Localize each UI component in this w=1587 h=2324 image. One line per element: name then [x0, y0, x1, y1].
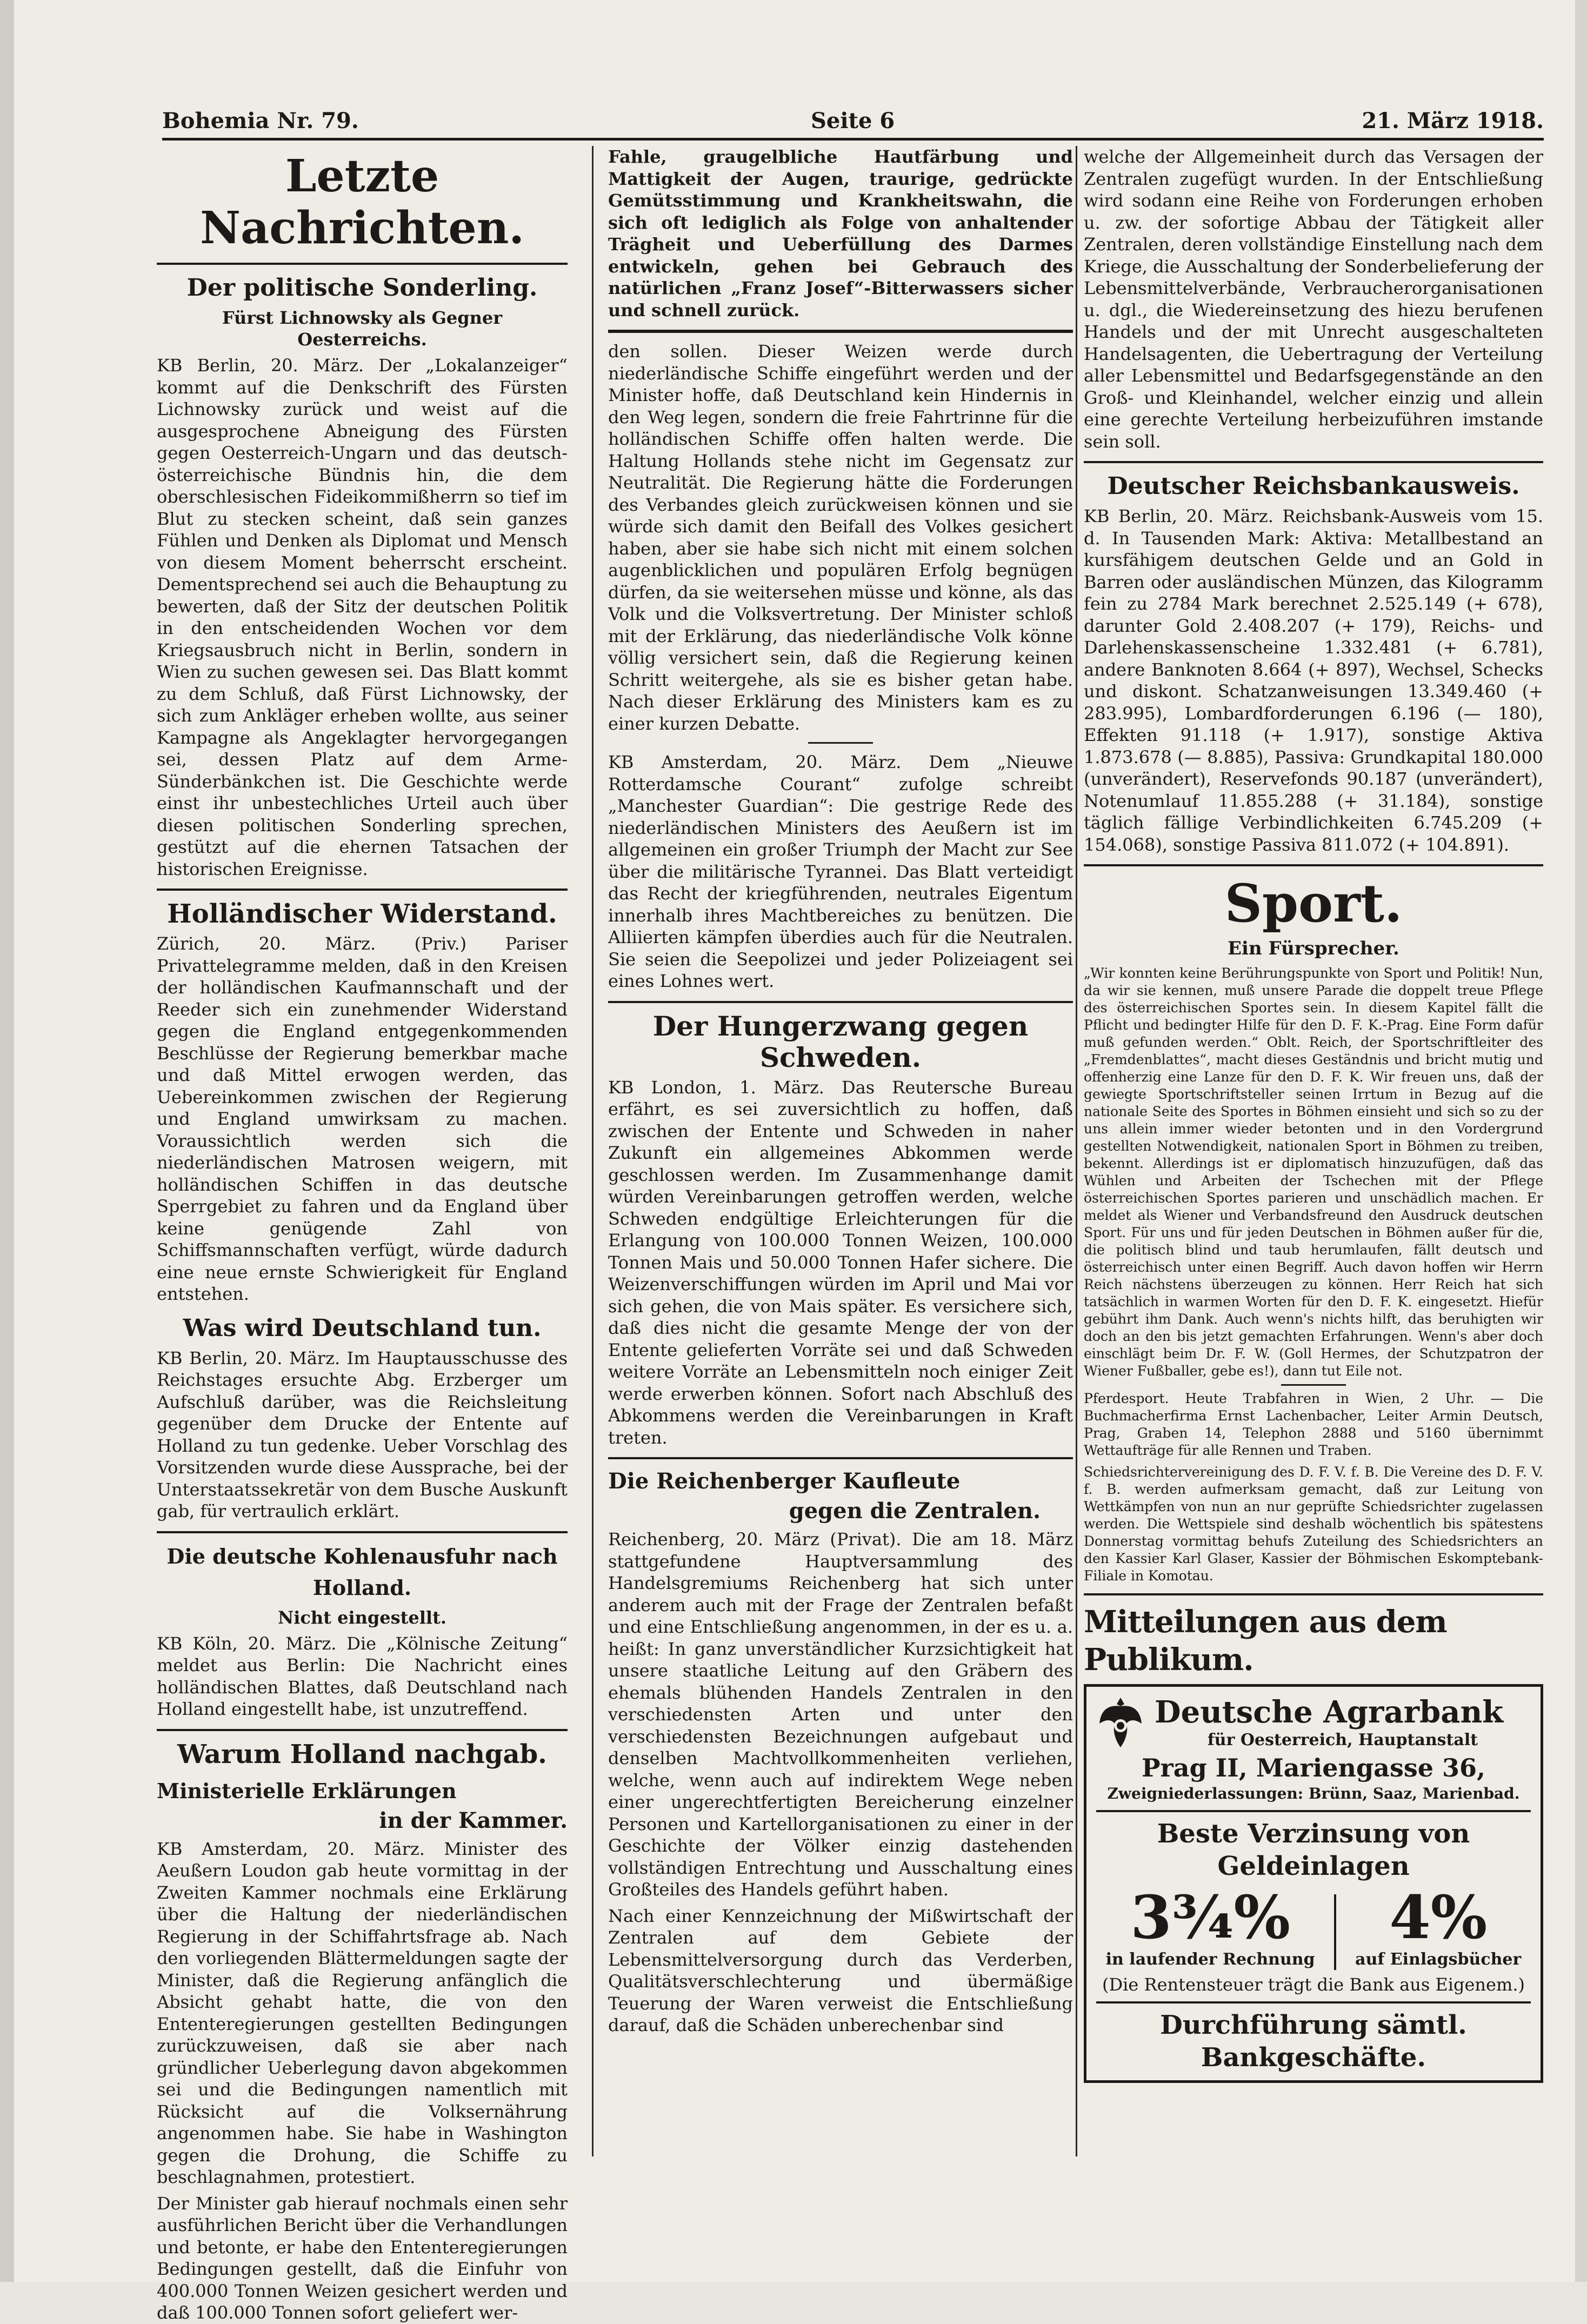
article-body: KB Amsterdam, 20. März. Dem „Nieuwe Rotterdamsche Courant“ zufolge schreibt „Manchester Guardian“: Die gestrige Rede des niederländischen Ministers des Aeußern ist im allgemeinen ein großer Triumph der Macht zur See über die militärische Tyrannei. Das Blatt verteidigt das Recht der kriegführenden, neutrales Eigentum innerhalb ihres Machtbereiches zu benützen. Die Alliierten kämpfen überdies auch für die Neutralen. Sie seien die Seepolizei und jeder Polizeiagent sei eines Lohnes wert.	[608, 752, 1073, 991]
header-date: 21. März 1918.	[1362, 108, 1544, 133]
article-subtitle: Fürst Lichnowsky als Gegner Oesterreichs.	[222, 308, 503, 350]
article-title-germany: Was wird Deutschland tun.	[183, 1314, 542, 1342]
divider	[1084, 864, 1543, 866]
ad-vertical-divider	[1334, 1894, 1336, 1970]
divider	[157, 1729, 568, 1731]
article-subtitle: Ein Fürsprecher.	[1228, 938, 1399, 959]
notice-referees: Schiedsrichtervereinigung des D. F. V. f. B. Die Vereine des D. F. V. f. B. werden aufmerksam gemacht, daß zur Leitung von Wettkämpfen von nun an nur geprüfte Schiedsrichter zugelassen werden. Die Wettspiele sind deshalb wöchentlich bis spätestens Donnerstag vormittag behufs Zuteilung des Schiedsrichters an den Kassier Karl Glaser, Kassier der Böhmischen Eskomptebank-Filiale in Komotau.	[1084, 1464, 1543, 1584]
article-title-reichsbank: Deutscher Reichsbankausweis.	[1107, 472, 1520, 500]
divider	[608, 1457, 1073, 1459]
header-issue: Bohemia Nr. 79.	[162, 108, 359, 133]
rate-savings-books	[1355, 1882, 1522, 1970]
article-body: KB London, 1. März. Das Reutersche Bureau erfährt, es sei zuversichtlich zu hoffen, daß zwischen der Entente und Schweden in naher Zukunft ein allgemeines Abkommen werde geschlossen werden. Im Zusammenhange damit würden Vereinbarungen getroffen werden, welche Schweden endgültige Erleichterungen für die Erlangung von 100.000 Tonnen Weizen, 100.000 Tonnen Mais und 50.000 Tonnen Hafer sichere. Die Weizenverschiffungen würden im April und Mai vor sich gehen, die von Mais später. Es versichere sich, daß dies nicht die gesamte Menge der von der Entente gelieferten Vorräte sei und daß Schweden weitere Vorräte an Lebensmitteln noch einiger Zeit werde erwerben können. Sofort nach Abschluß des Abkommens werden die Vereinbarungen in Kraft treten.	[608, 1077, 1073, 1448]
divider	[157, 889, 568, 891]
advertisement-franz-josef: Fahle, graugelbliche Hautfärbung und Mattigkeit der Augen, traurige, gedrückte Gemütsstimmung und Krankheitswahn, die sich oft lediglich als Folge von anhaltender Trägheit und Ueberfüllung des Darmes entwickeln, gehen bei Gebrauch des natürlichen „Franz Josef“-Bitterwassers sicher und schnell zurück.	[608, 146, 1073, 320]
header-page-number: Seite 6	[811, 108, 895, 133]
article-title-sweden: Der Hungerzwang gegen Schweden.	[652, 1010, 1029, 1073]
article-subtitle: in der Kammer.	[379, 1807, 568, 1833]
column-rule-2	[1076, 146, 1077, 2156]
bank-address: Prag II, Mariengasse 36,	[1141, 1753, 1486, 1782]
bank-interest-heading: Beste Verzinsung von Geldeinlagen	[1157, 1819, 1470, 1881]
article-body: KB Köln, 20. März. Die „Kölnische Zeitung“ meldet aus Berlin: Die Nachricht eines holländischen Blattes, daß Deutschland nach Holland eingestellt habe, ist unzutreffend.	[157, 1633, 568, 1719]
divider	[157, 1531, 568, 1533]
bank-services: Durchführung sämtl. Bankgeschäfte.	[1160, 2010, 1467, 2073]
header-rule	[162, 138, 1544, 141]
bank-advertisement	[1084, 1684, 1543, 2083]
article-body: den sollen. Dieser Weizen werde durch niederländische Schiffe eingeführt werden und der Minister hoffe, daß Deutschland kein Hindernis in den Weg legen, sondern die freie Fahrtrinne für die holländischen Schiffe offen halten werde. Die Haltung Hollands stehe nicht im Gegensatz zur Neutralität. Die Regierung hätte die Forderungen des Verbandes gleich zurückweisen können und sie würde sich damit den Beifall des Volkes gesichert haben, aber sie habe sich nicht mit einem solchen augenblicklichen und populären Erfolg begnügen dürfen, da sie weitersehen müsse und könne, als das Volk und die Volksvertretung. Der Minister schloß mit der Erklärung, das niederländische Volk könne völlig versichert sein, daß die Regierung keinen Schritt weitergehe, als sie es bisher getan habe. Nach dieser Erklärung des Ministers kam es zu einer kurzen Debatte.	[608, 341, 1073, 734]
column-2	[608, 146, 1073, 2156]
bank-branches: Zweigniederlassungen: Brünn, Saaz, Marienbad.	[1107, 1785, 1520, 1802]
article-body: „Wir konnten keine Berührungspunkte von Sport und Politik! Nun, da wir sie kennen, muß unsere Parade die doppelt treue Pflege des österreichischen Sportes sein. In diesem Kapitel fällt die Pflicht und bedingter Hilfe für den D. F. K.-Prag. Eine Form dafür muß gefunden werden.“ Oblt. Reich, der Sportschriftleiter des „Fremdenblattes“, macht dieses Geständnis und bricht mutig und offenherzig eine Lanze für den D. F. K. Wir freuen uns, daß der gewiegte Sportschriftsteller seinen Irrtum in Bezug auf die nationale Seite des Sportes in Böhmen einsieht und sich so zu der uns allein immer wieder betonten und in den Vordergrund gestellten Notwendigkeit, nationalen Sport in Böhmen zu treiben, bekennt. Allerdings ist er diplomatisch hinzuzufügen, daß das Wühlen und Arbeiten der Tschechen mit der Pflege österreichischen Sportes parieren und unschädlich machen. Er meldet als Wiener und Verbandsfreund den Ausdruck deutschen Sport. Für uns und für jeden Deutschen in Böhmen außer für die, die politisch blind und taub herumlaufen, fällt deutsch und österreichisch unter einen Begriff. Auch davon hoffen wir Herrn Reich nächstens überzeugen zu können. Herr Reich hat sich tatsächlich in warmen Worten für den D. F. K. eingesetzt. Hiefür gebührt ihm Dank. Auch wenn's nichts hilft, das beruhigten wir doch an den bis jetzt gemachten Erfahrungen. Wenn's aber doch einschlägt beim Dr. F. W. (Goll Hermes, der Schutzpatron der Wiener Fußballer, gebe es!), dann tut Eile not.	[1084, 965, 1543, 1379]
section-title-public-notices: Mitteilungen aus dem Publikum.	[1084, 1604, 1447, 1678]
short-divider	[808, 742, 873, 744]
rate-note: auf Einlagsbücher	[1355, 1950, 1522, 1969]
bank-subline: für Oesterreich, Hauptanstalt	[1207, 1731, 1478, 1749]
article-body: KB Berlin, 20. März. Im Hauptausschusse des Reichstages ersuchte Abg. Erzberger um Aufschluß darüber, was die Reichsleitung gegenüber dem Drucke der Entente auf Holland zu tun gedenke. Ueber Vorschlag des Vorsitzenden wurde diese Aussprache, bei der Unterstaatssekretär von dem Busche Auskunft gab, für vertraulich erklärt.	[157, 1347, 568, 1521]
rate-note: in laufender Rechnung	[1105, 1950, 1315, 1969]
divider	[608, 330, 1073, 333]
article-title-coal-export: Die deutsche Kohlenausfuhr nach Holland.	[166, 1544, 558, 1600]
divider	[1084, 461, 1543, 463]
article-body: Der Minister gab hierauf nochmals einen sehr ausführlichen Bericht über die Verhandlungen und betonte, er habe den Ententeregierungen Bedingungen gestellt, daß die Einfuhr von 400.000 Tonnen Weizen gesichert werden und daß 100.000 Tonnen sofort geliefert wer-	[157, 2193, 568, 2323]
rate-value: 4%	[1389, 1882, 1488, 1952]
divider	[1084, 1593, 1543, 1595]
rate-value: 3¾%	[1130, 1882, 1290, 1952]
short-divider	[1281, 1384, 1346, 1386]
article-body: KB Amsterdam, 20. März. Minister des Aeußern Loudon gab heute vormittag in der Zweiten Kammer nochmals eine Erklärung über die Haltung der niederländischen Regierung in der Schiffahrtsfrage ab. Nach den vorliegenden Blättermeldungen sagte der Minister, daß die Regierung anfänglich die Absicht gehabt hatte, die von den Ententeregierungen gestellten Bedingungen zurückzuweisen, daß sie aber nach gründlicher Ueberlegung davon abgekommen sei und die Bedingungen namentlich mit Rücksicht auf die Volksernährung angenommen habe. Sie habe in Washington gegen die Drohung, die Schiffe zu beschlagnahmen, protestiert.	[157, 1838, 568, 2187]
article-body: Reichenberg, 20. März (Privat). Die am 18. März stattgefundene Hauptversammlung des Handelsgremiums Reichenberg hat sich unter anderem auch mit der Frage der Zentralen befaßt und eine Entschließung angenommen, in der es u. a. heißt: In ganz unverständlicher Kurzsichtigkeit hat unsere staatliche Leitung auf den Gräbern des ehemals blühenden Handels Zentralen in den verschiedensten Arten und unter den verschiedensten Bezeichnungen aufgebaut und denselben Machtvollkommenheiten verliehen, welche, wenn auch auf indirektem Wege neben einer ungerechtfertigten Bereicherung einzelner Personen und Kartellorganisationen zu einer in der Geschichte der Völker einzig dastehenden vollständigen Entrechtung und Ausschaltung eines Großteiles des Handels geführt haben.	[608, 1529, 1073, 1900]
section-title-sport: Sport.	[1224, 873, 1403, 934]
interest-rates	[1096, 1882, 1531, 1970]
article-title-political-loner: Der politische Sonderling.	[186, 274, 538, 302]
article-body: welche der Allgemeinheit durch das Versagen der Zentralen zugefügt wurden. In der Entschließung wird sodann eine Reihe von Forderungen erhoben u. zw. der sofortige Abbau der Tätigkeit aller Zentralen, deren vollständige Einstellung nach dem Kriege, die Ausschaltung der Sonderbelieferung der Lebensmittelverbände, Verbraucherorganisationen u. dgl., die Wiedereinsetzung des hiezu berufenen Handels und der mit Unrecht ausgeschalteten Handelsagenten, die Uebertragung der Verteilung aller Lebensmittel und Bedarfsgegenstände an den Groß- und Kleinhandel, welcher einzig und allein eine gerechte Verteilung herbeizuführen imstande sein soll.	[1084, 146, 1544, 452]
rate-current-account	[1105, 1882, 1315, 1970]
scan-edge-right	[1575, 0, 1587, 2282]
divider	[608, 1001, 1073, 1003]
article-body: Nach einer Kennzeichnung der Mißwirtschaft der Zentralen auf dem Gebiete der Lebensmittelversorgung durch das Verderben, Qualitätsverschlechterung und übermäßige Teuerung der Waren verweist die Entschließung darauf, daß die Schäden unberechenbar sind	[608, 1905, 1073, 2035]
page-header	[162, 108, 1544, 141]
column-3	[1084, 146, 1543, 2156]
article-body: Zürich, 20. März. (Priv.) Pariser Privattelegramme melden, daß in den Kreisen der holländischen Kaufmannschaft und der Reeder sich ein zunehmender Widerstand gegen die England entgegenkommenden Beschlüsse der Regierung bemerkbar mache und daß Mittel erwogen werden, das Uebereinkommen zwischen der Regierung und England umwirksam zu machen. Voraussichtlich werden sich die niederländischen Matrosen weigern, mit holländischen Schiffen in das deutsche Sperrgebiet zu fahren und da England über keine genügende Zahl von Schiffsmannschaften verfügt, würde dadurch eine neue ernste Schwierigkeit für England entstehen.	[157, 933, 568, 1304]
ad-divider	[1096, 1810, 1531, 1812]
article-body: KB Berlin, 20. März. Der „Lokalanzeiger“ kommt auf die Denkschrift des Fürsten Lichnowsky zurück und weist auf die ausgesprochene Abneigung des Fürsten gegen Oesterreich-Ungarn und das deutsch-österreichische Bündnis hin, die dem oberschlesischen Fideikommißherrn so tief im Blut zu stecken scheint, daß sein ganzes Fühlen und Denken als Diplomat und Mensch von diesem Moment beherrscht erscheint. Dementsprechend sei auch die Behauptung zu bewerten, daß der Sitz der deutschen Politik in den entscheidenden Wochen vor dem Kriegsausbruch nicht in Berlin, sondern in Wien zu suchen gewesen sei. Das Blatt kommt zu dem Schluß, daß Fürst Lichnowsky, der sich zum Ankläger erheben wollte, aus seiner Kampagne als Angeklagter hervorgegangen sei, dessen Platz auf dem Arme-Sünderbänkchen ist. Die Geschichte werde einst ihr unbestechliches Urteil auch über diesen politischen Sonderling sprechen, gestützt auf die ehernen Tatsachen der historischen Ereignisse.	[157, 355, 568, 879]
divider	[157, 263, 568, 265]
article-body: KB Berlin, 20. März. Reichsbank-Ausweis vom 15. d. In Tausenden Mark: Aktiva: Metallbestand an kursfähigem deutschen Gelde und an Gold in Barren oder ausländischen Münzen, das Kilogramm fein zu 2784 Mark berechnet 2.525.149 (+ 678), darunter Gold 2.408.207 (+ 179), Reichs- und Darlehenskassenscheine 1.332.481 (+ 6.781), andere Banknoten 8.664 (+ 897), Wechsel, Schecks und diskont. Schatzanweisungen 13.349.460 (+ 283.995), Lombardforderungen 6.196 (— 180), Effekten 91.118 (+ 1.917), sonstige Aktiva 1.873.678 (— 8.885), Passiva: Grundkapital 180.000 (unverändert), Reservefonds 90.187 (unverändert), Notenumlauf 11.855.288 (+ 31.184), sonstige täglich fällige Verbindlichkeiten 6.745.209 (+ 154.068), sonstige Passiva 811.072 (+ 104.891).	[1084, 506, 1543, 855]
article-title-dutch-resistance: Holländischer Widerstand.	[167, 899, 557, 929]
bank-tax-note: (Die Rentensteuer trägt die Bank aus Eigenem.)	[1102, 1974, 1525, 1995]
notice-horse-racing: Pferdesport. Heute Trabfahren in Wien, 2 Uhr. — Die Buchmacherfirma Ernst Lachenbacher, Leiter Armin Deutsch, Prag, Graben 14, Telephon 2888 und 5160 übernimmt Wettaufträge für alle Rennen und Traben.	[1084, 1391, 1543, 1458]
scan-edge-left	[0, 0, 14, 2282]
eagle-emblem-icon	[1096, 1693, 1145, 1753]
article-subtitle: Ministerielle Erklärungen	[157, 1778, 457, 1803]
bank-name: Deutsche Agrarbank	[1155, 1694, 1504, 1730]
ad-divider	[1096, 2001, 1531, 2004]
bank-header	[1096, 1693, 1531, 1753]
section-title-latest-news: Letzte Nachrichten.	[200, 150, 524, 254]
article-title-reichenberg-2: gegen die Zentralen.	[789, 1498, 1041, 1524]
article-title-why-holland: Warum Holland nachgab.	[177, 1739, 547, 1769]
column-rule-1	[592, 146, 594, 2156]
column-1	[157, 146, 568, 2323]
article-subtitle: Nicht eingestellt.	[278, 1607, 446, 1628]
article-title-reichenberg: Die Reichenberger Kaufleute	[608, 1468, 961, 1494]
